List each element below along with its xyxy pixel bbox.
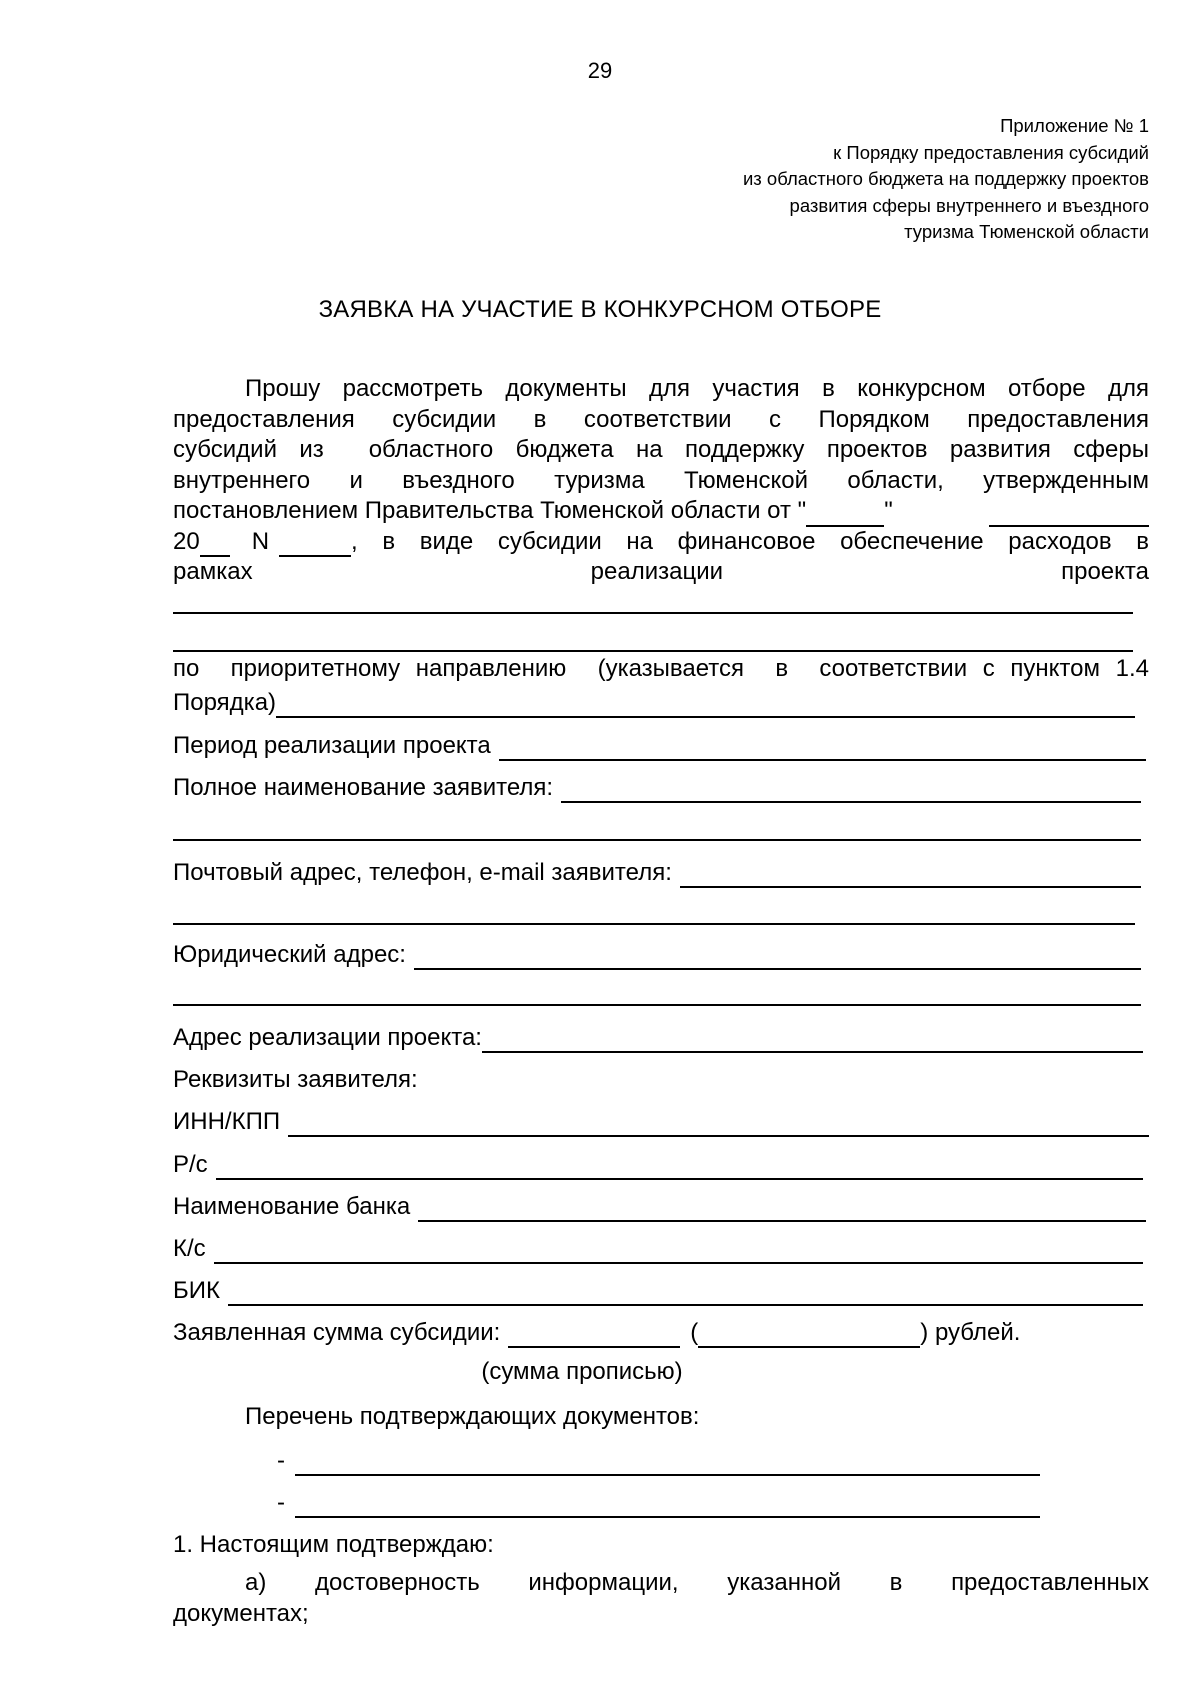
intro-text: " — [884, 497, 893, 524]
bik-input-line[interactable] — [228, 1282, 1143, 1306]
project-name-line[interactable] — [173, 650, 1133, 652]
ks-input-line[interactable] — [214, 1240, 1143, 1264]
document-dash: - — [277, 1447, 285, 1474]
confirm-word: а) — [245, 1569, 267, 1596]
postal-extra-line[interactable] — [173, 923, 1135, 925]
intro-line — [173, 374, 1149, 405]
priority-field — [173, 688, 1135, 718]
intro-text: постановлением Правительства Тюменской области от " — [173, 497, 807, 524]
intro-line: субсидий из областного бюджета на поддержку проектов развития сферы — [173, 436, 1149, 463]
confirm-item-a-line: документах; — [173, 1599, 309, 1627]
period-label: Период реализации проекта — [173, 732, 491, 759]
legal-address-input-line[interactable] — [414, 946, 1141, 970]
documents-heading-text: Перечень подтверждающих документов: — [245, 1403, 700, 1430]
project-address-field — [173, 1023, 1143, 1053]
confirm-word: в — [889, 1569, 903, 1596]
intro-line: внутреннего и въездного туризма Тюменской области, утвержденным — [173, 466, 1149, 494]
bank-input-line[interactable] — [418, 1198, 1146, 1222]
postal-input-line[interactable] — [680, 864, 1141, 888]
intro-text: Прошу рассмотреть документы для участия в конкурсном отборе для — [245, 375, 1149, 402]
intro-line — [173, 496, 1149, 527]
confirm-word: информации, — [528, 1569, 679, 1596]
confirm-word: предоставленных — [951, 1569, 1149, 1596]
confirm-heading-text: 1. Настоящим подтверждаю: — [173, 1531, 494, 1558]
document-item — [277, 1446, 1040, 1476]
document-item — [277, 1488, 1040, 1518]
intro-text: , в виде субсидии на финансовое обеспечение расходов в — [351, 527, 1149, 555]
rs-field — [173, 1150, 1143, 1180]
full-name-field — [173, 773, 1141, 803]
intro-text: N — [251, 527, 270, 555]
amount-number-blank[interactable] — [508, 1326, 680, 1348]
priority-block — [173, 654, 1149, 685]
document-dash: - — [277, 1489, 285, 1516]
project-address-label: Адрес реализации проекта: — [173, 1024, 482, 1051]
appendix-line: из областного бюджета на поддержку проектов — [742, 168, 1149, 189]
ks-label: К/с — [173, 1235, 206, 1262]
appendix-note — [743, 113, 1149, 246]
confirm-item-a-line — [173, 1568, 1149, 1599]
intro-line — [173, 527, 1149, 558]
day-blank[interactable] — [806, 505, 884, 527]
intro-paragraph — [173, 374, 1149, 588]
priority-input-line[interactable] — [276, 694, 1135, 718]
confirm-item-a — [173, 1568, 1149, 1629]
intro-word: реализации — [590, 558, 724, 585]
inn-field — [173, 1107, 1149, 1137]
page-number: 29 — [587, 58, 613, 83]
confirm-word: достоверность — [315, 1569, 480, 1596]
appendix-line: к Порядку предоставления субсидий — [833, 141, 1149, 163]
legal-address-field — [173, 940, 1141, 970]
postal-label: Почтовый адрес, телефон, e-mail заявителя: — [173, 859, 672, 886]
requisites-label: Реквизиты заявителя: — [173, 1066, 418, 1093]
intro-word: проекта — [1061, 558, 1149, 585]
project-name-line[interactable] — [173, 612, 1133, 614]
amount-label: Заявленная сумма субсидии: — [173, 1319, 501, 1346]
appendix-line: развития сферы внутреннего и въездного — [789, 194, 1149, 216]
legal-address-label: Юридический адрес: — [173, 941, 406, 968]
document-input-line[interactable] — [295, 1494, 1040, 1518]
bik-label: БИК — [173, 1277, 220, 1304]
ks-field — [173, 1234, 1143, 1264]
legal-address-extra-line[interactable] — [173, 1004, 1141, 1006]
documents-heading — [245, 1402, 1200, 1432]
rs-label: Р/с — [173, 1151, 208, 1178]
inn-input-line[interactable] — [288, 1113, 1149, 1137]
bik-field — [173, 1276, 1143, 1306]
inn-label: ИНН/КПП — [173, 1108, 281, 1135]
year-blank[interactable] — [200, 535, 230, 557]
amount-words-blank[interactable] — [698, 1326, 920, 1348]
full-name-extra-line[interactable] — [173, 839, 1141, 841]
full-name-input-line[interactable] — [561, 779, 1141, 803]
amount-caption: (сумма прописью) — [481, 1358, 683, 1385]
requisites-heading — [173, 1065, 1149, 1095]
postal-field — [173, 858, 1141, 888]
priority-line: по приоритетному направлению (указывается в соответствии с пунктом 1.4 — [173, 655, 1149, 682]
number-blank[interactable] — [279, 535, 351, 557]
period-input-line[interactable] — [499, 737, 1146, 761]
amount-field — [173, 1318, 1020, 1348]
priority-label: Порядка) — [173, 689, 277, 716]
appendix-line: Приложение № 1 — [1000, 115, 1149, 136]
period-field — [173, 731, 1146, 761]
intro-line — [173, 557, 1149, 588]
document-title: ЗАЯВКА НА УЧАСТИЕ В КОНКУРСНОМ ОТБОРЕ — [318, 296, 882, 323]
month-blank[interactable] — [989, 505, 1149, 527]
intro-line: предоставления субсидии в соответствии с Порядком предоставления — [173, 405, 1149, 433]
amount-open-paren: ( — [690, 1319, 699, 1346]
bank-field — [173, 1192, 1146, 1222]
amount-close: ) рублей. — [920, 1319, 1021, 1346]
appendix-line: туризма Тюменской области — [904, 221, 1149, 242]
intro-word: рамках — [173, 558, 253, 585]
project-address-input-line[interactable] — [482, 1029, 1143, 1053]
bank-label: Наименование банка — [173, 1193, 411, 1220]
document-input-line[interactable] — [295, 1452, 1040, 1476]
confirm-heading — [173, 1530, 1149, 1560]
intro-text: 20 — [173, 527, 200, 555]
rs-input-line[interactable] — [216, 1156, 1143, 1180]
full-name-label: Полное наименование заявителя: — [173, 774, 554, 801]
confirm-word: указанной — [727, 1569, 841, 1596]
